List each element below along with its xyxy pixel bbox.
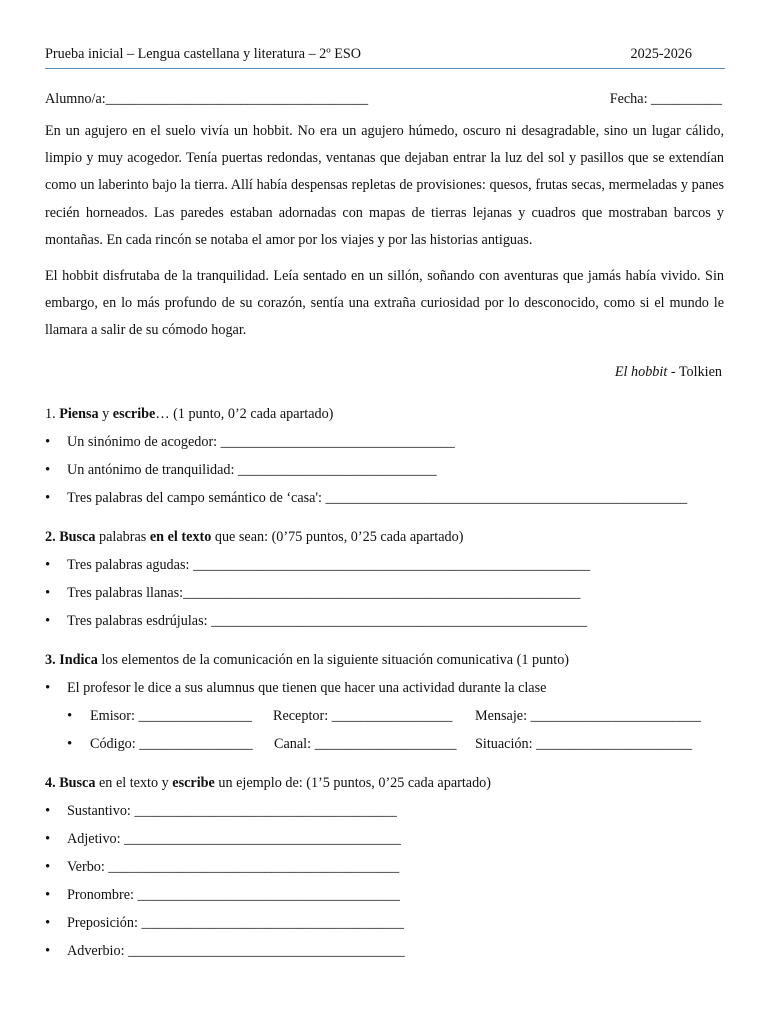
question-3-instructions: los elementos de la comunicación en la siguiente situación comunicativa (1 punto) — [97, 652, 570, 668]
question-1-verb-2: escribe — [112, 406, 156, 422]
question-1-title — [45, 404, 724, 432]
communication-row-1 — [45, 706, 724, 734]
codigo-field[interactable]: Código: ________________ — [90, 736, 253, 752]
book-author: - Tolkien — [667, 364, 722, 380]
header-year: 2025-2026 — [630, 46, 692, 62]
question-3-title — [45, 650, 724, 678]
reading-passage — [45, 118, 724, 345]
question-3-lead: 3. Indica — [45, 652, 98, 668]
question-1-number: 1. — [45, 406, 60, 422]
question-4-instructions: un ejemplo de: (1’5 puntos, 0’25 cada apartado) — [214, 775, 491, 791]
question-1-instructions: … (1 punto, 0’2 cada apartado) — [155, 406, 334, 422]
question-2-item[interactable]: • Tres palabras agudas: ________________________________________________________ — [45, 555, 724, 583]
question-3 — [45, 650, 724, 762]
passage-paragraph-2: El hobbit disfrutaba de la tranquilidad. Leía sentado en un sillón, soñando con aventuras que jamás había vivido. Sin embargo, en lo más profundo de su corazón, sentía una extraña curiosidad por lo desconocido, como si el mundo le llamara a salir de su cómodo hogar. — [45, 268, 724, 339]
passage-paragraph-1: En un agujero en el suelo vivía un hobbit. No era un agujero húmedo, oscuro ni desagradable, sino un lugar cálido, limpio y muy acogedor. Tenía puertas redondas, ventanas que dejaban entrar la luz del sol y pasillos que se extendían como un laberinto bajo la tierra. Allí había despensas repletas de provisiones: quesos, frutas secas, mermeladas y panes recién horneados. Las paredes estaban adornadas con mapas de tierras lejanas y cuadros que mostraban barcos y montañas. En cada rincón se notaba el amor por los viajes y por las historias antiguas. — [45, 123, 724, 248]
question-1-item[interactable]: • Un sinónimo de acogedor: _________________________________ — [45, 432, 724, 460]
book-title: El hobbit — [614, 364, 668, 380]
date-field[interactable]: Fecha: __________ — [609, 91, 722, 107]
question-4 — [45, 773, 724, 969]
question-4-emphasis: escribe — [172, 775, 215, 791]
question-1-verb-1: Piensa — [59, 406, 99, 422]
question-2-item[interactable]: • Tres palabras llanas:________________________________________________________ — [45, 583, 724, 611]
question-2-instructions: que sean: (0’75 puntos, 0’25 cada apartado) — [211, 529, 464, 545]
question-3-situation: • El profesor le dice a sus alumnus que tienen que hacer una actividad durante la clase — [45, 678, 724, 706]
question-4-item[interactable]: • Adverbio: _______________________________________ — [45, 941, 724, 969]
question-2-mid: palabras — [95, 529, 150, 545]
question-1-item[interactable]: • Tres palabras del campo semántico de ‘casa': ___________________________________________________ — [45, 488, 724, 516]
page-header — [45, 46, 724, 68]
header-divider — [45, 68, 725, 69]
passage-attribution — [615, 364, 722, 381]
question-2-lead: 2. Busca — [45, 529, 96, 545]
student-name-field[interactable]: Alumno/a:_____________________________________ — [45, 91, 369, 107]
question-1-item[interactable]: • Un antónimo de tranquilidad: ____________________________ — [45, 460, 724, 488]
header-title: Prueba inicial – Lengua castellana y literatura – 2º ESO — [45, 46, 362, 62]
question-4-title — [45, 773, 724, 801]
bullet-icon: • — [67, 736, 73, 752]
receptor-field[interactable]: Receptor: _________________ — [273, 708, 453, 724]
communication-row-2 — [45, 734, 724, 762]
question-4-item[interactable]: • Sustantivo: _____________________________________ — [45, 801, 724, 829]
emisor-field[interactable]: Emisor: ________________ — [90, 708, 252, 724]
question-4-item[interactable]: • Verbo: _________________________________________ — [45, 857, 724, 885]
question-1 — [45, 404, 724, 516]
question-4-mid: en el texto y — [95, 775, 173, 791]
mensaje-field[interactable]: Mensaje: ________________________ — [475, 708, 701, 724]
question-4-item[interactable]: • Preposición: _____________________________________ — [45, 913, 724, 941]
canal-field[interactable]: Canal: ____________________ — [274, 736, 457, 752]
question-4-item[interactable]: • Pronombre: _____________________________________ — [45, 885, 724, 913]
situacion-field[interactable]: Situación: ______________________ — [475, 736, 693, 752]
question-1-conjunction: y — [98, 406, 113, 422]
bullet-icon: • — [67, 708, 73, 724]
question-4-item[interactable]: • Adjetivo: _______________________________________ — [45, 829, 724, 857]
question-2-item[interactable]: • Tres palabras esdrújulas: _____________________________________________________ — [45, 611, 724, 639]
question-4-lead: 4. Busca — [45, 775, 96, 791]
question-2-emphasis: en el texto — [149, 529, 212, 545]
question-2-title — [45, 527, 724, 555]
question-2 — [45, 527, 724, 639]
